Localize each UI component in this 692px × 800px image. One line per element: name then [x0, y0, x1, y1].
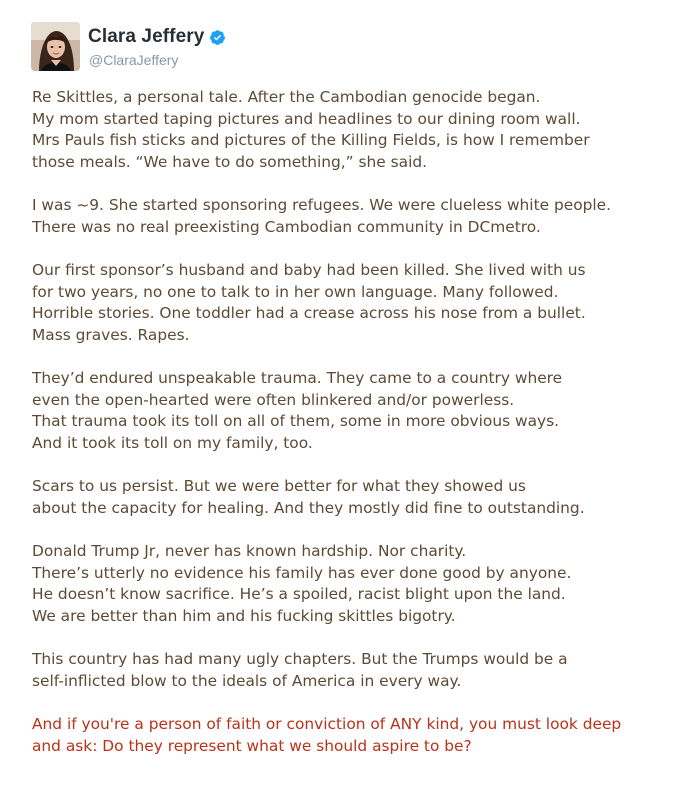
tweet-text-line: And if you're a person of faith or conviction of ANY kind, you must look deep [32, 715, 622, 733]
tweet-text-line: Re Skittles, a personal tale. After the Cambodian genocide began. [32, 88, 541, 106]
tweet-text-line: This country has had many ugly chapters. But the Trumps would be a [32, 650, 568, 668]
tweet-text-line: about the capacity for healing. And they mostly did fine to outstanding. [32, 498, 585, 517]
tweet-paragraph [32, 368, 682, 454]
tweet-paragraph [32, 195, 682, 238]
tweet-text-line: Horrible stories. One toddler had a crease across his nose from a bullet. [32, 304, 586, 322]
tweet-text-line: Mrs Pauls fish sticks and pictures of the Killing Fields, is how I remember [32, 131, 590, 149]
name-row [88, 26, 226, 48]
tweet-body [32, 87, 682, 779]
tweet-text-line: There’s utterly no evidence his family has ever done good by anyone. [32, 563, 572, 582]
tweet-paragraph [32, 260, 682, 346]
tweet-paragraph-highlighted [32, 714, 682, 757]
tweet-text-line: even the open-hearted were often blinkered and/or powerless. [32, 390, 515, 409]
tweet-text-line: My mom started taping pictures and headlines to our dining room wall. [32, 109, 581, 128]
tweet-paragraph [32, 541, 682, 627]
tweet-paragraph [32, 87, 682, 173]
tweet-text-line: Donald Trump Jr, never has known hardship. Nor charity. [32, 542, 467, 560]
tweet-paragraph [32, 476, 682, 519]
tweet-text-line: They’d endured unspeakable trauma. They came to a country where [32, 369, 563, 387]
tweet-text-line: Scars to us persist. But we were better for what they showed us [32, 477, 526, 495]
user-handle[interactable]: @ClaraJeffery [89, 52, 179, 68]
tweet-text-line: Our first sponsor’s husband and baby had been killed. She lived with us [32, 261, 586, 279]
tweet-text-line: Mass graves. Rapes. [32, 325, 190, 344]
tweet-text-line: I was ~9. She started sponsoring refugees. We were clueless white people. [32, 196, 612, 214]
tweet-header [31, 22, 671, 72]
display-name[interactable]: Clara Jeffery [88, 26, 205, 47]
tweet-paragraph [32, 649, 682, 692]
avatar[interactable] [31, 22, 80, 71]
tweet-text-line: We are better than him and his fucking skittles bigotry. [32, 606, 456, 625]
tweet-text-line: self-inflicted blow to the ideals of America in every way. [32, 671, 462, 690]
tweet-text-line: That trauma took its toll on all of them, some in more obvious ways. [32, 412, 560, 430]
tweet-text-line: and ask: Do they represent what we should aspire to be? [32, 736, 472, 755]
tweet-text-line: those meals. “We have to do something,” she said. [32, 152, 428, 171]
avatar-portrait-icon [31, 22, 80, 71]
tweet-text-line: There was no real preexisting Cambodian community in DCmetro. [32, 217, 541, 236]
tweet-text-line: for two years, no one to talk to in her own language. Many followed. [32, 282, 559, 301]
verified-badge-icon [209, 29, 226, 46]
tweet-text-line: He doesn’t know sacrifice. He’s a spoiled, racist blight upon the land. [32, 585, 566, 603]
tweet-text-line: And it took its toll on my family, too. [32, 433, 313, 452]
